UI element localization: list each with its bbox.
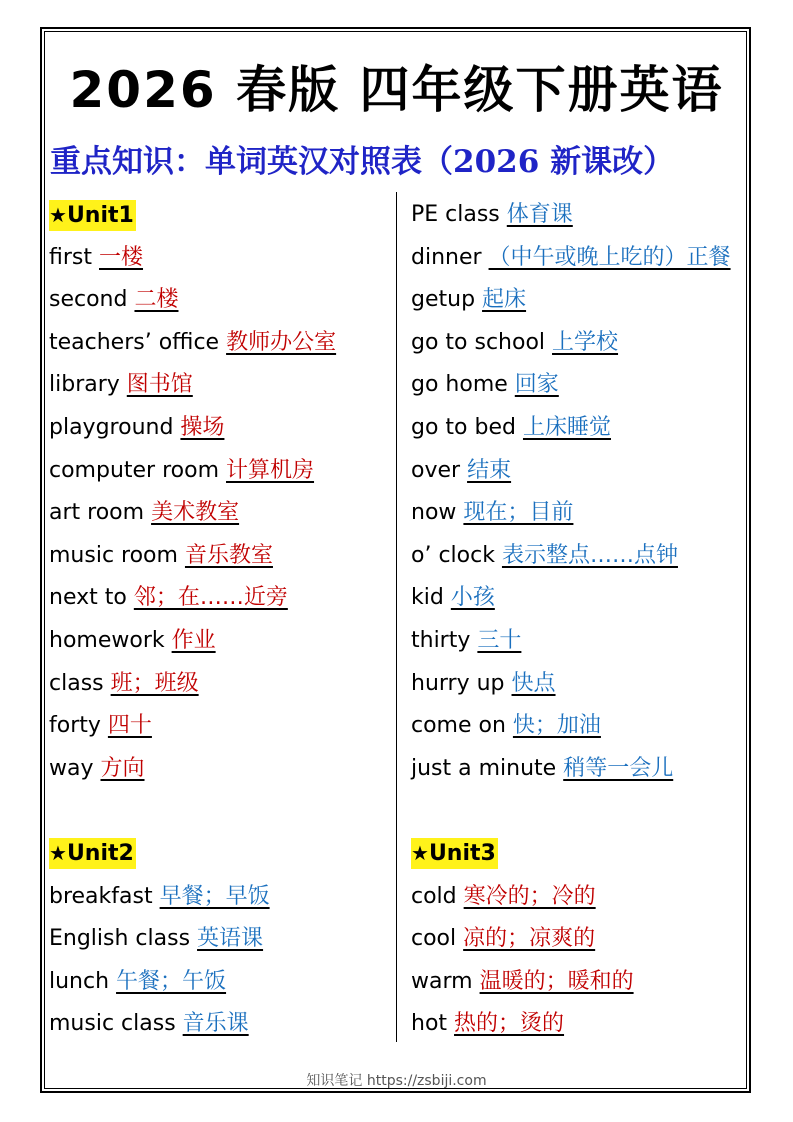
unit-header-row xyxy=(49,194,336,237)
chinese-meaning: 稍等一会儿 xyxy=(563,755,674,781)
word-row xyxy=(411,237,731,280)
word-row xyxy=(411,705,731,748)
english-word: forty xyxy=(49,713,101,739)
chinese-meaning: 起床 xyxy=(482,287,527,313)
english-word: second xyxy=(49,287,128,313)
chinese-meaning: 表示整点……点钟 xyxy=(501,542,678,568)
word-row xyxy=(411,918,731,961)
word-row xyxy=(411,492,731,535)
word-row xyxy=(49,663,336,706)
chinese-meaning: 午餐；午饭 xyxy=(116,968,227,994)
english-word: computer room xyxy=(49,457,220,483)
chinese-meaning: 上床睡觉 xyxy=(522,414,611,440)
english-word: next to xyxy=(49,585,127,611)
word-row xyxy=(49,876,336,919)
word-row xyxy=(49,237,336,280)
unit3-word-list xyxy=(411,876,731,1046)
english-word: music room xyxy=(49,542,178,568)
word-row xyxy=(411,577,731,620)
chinese-meaning: （中午或晚上吃的）正餐 xyxy=(488,244,731,270)
word-row xyxy=(49,1003,336,1046)
word-row xyxy=(49,620,336,663)
english-word: breakfast xyxy=(49,883,153,909)
page-title: 2026 春版 四年级下册英语 xyxy=(69,61,724,119)
spacer xyxy=(411,790,731,833)
english-word: class xyxy=(49,670,104,696)
english-word: go to school xyxy=(411,329,546,355)
english-word: o’ clock xyxy=(411,542,495,568)
chinese-meaning: 回家 xyxy=(514,372,559,398)
word-row xyxy=(411,876,731,919)
word-row xyxy=(411,407,731,450)
english-word: over xyxy=(411,457,461,483)
unit-header-row xyxy=(411,833,731,876)
word-row xyxy=(49,322,336,365)
english-word: kid xyxy=(411,585,444,611)
word-row xyxy=(49,279,336,322)
word-row xyxy=(411,1003,731,1046)
unit-label: Unit2 xyxy=(66,841,134,867)
english-word: library xyxy=(49,372,120,398)
left-column xyxy=(49,194,336,1046)
chinese-meaning: 二楼 xyxy=(134,287,179,313)
unit2-continued-word-list xyxy=(411,194,731,790)
english-word: cool xyxy=(411,926,457,952)
chinese-meaning: 四十 xyxy=(107,713,152,739)
chinese-meaning: 作业 xyxy=(171,627,216,653)
english-word: first xyxy=(49,244,92,270)
chinese-meaning: 凉的；凉爽的 xyxy=(463,926,596,952)
word-row xyxy=(411,748,731,791)
chinese-meaning: 早餐；早饭 xyxy=(159,883,270,909)
english-word: now xyxy=(411,500,457,526)
english-word: hot xyxy=(411,1011,448,1037)
word-row xyxy=(49,407,336,450)
chinese-meaning: 一楼 xyxy=(99,244,144,270)
chinese-meaning: 音乐教室 xyxy=(184,542,273,568)
english-word: come on xyxy=(411,713,506,739)
chinese-meaning: 体育课 xyxy=(506,202,573,227)
star-icon: ★ xyxy=(411,841,429,866)
english-word: playground xyxy=(49,414,174,440)
unit1-word-list xyxy=(49,237,336,791)
chinese-meaning: 计算机房 xyxy=(226,457,315,483)
chinese-meaning: 英语课 xyxy=(197,926,264,952)
word-row xyxy=(411,450,731,493)
english-word: warm xyxy=(411,968,473,994)
word-row xyxy=(411,663,731,706)
english-word: go to bed xyxy=(411,414,516,440)
unit-header-row xyxy=(49,833,336,876)
word-row xyxy=(49,918,336,961)
footer-watermark: 知识笔记 https://zsbiji.com xyxy=(306,1073,487,1089)
english-word: just a minute xyxy=(411,755,557,781)
word-row xyxy=(49,961,336,1004)
english-word: cold xyxy=(411,883,457,909)
word-row xyxy=(411,322,731,365)
chinese-meaning: 音乐课 xyxy=(182,1011,249,1037)
page-subtitle: 重点知识：单词英汉对照表（2026 新课改） xyxy=(50,144,675,180)
right-column xyxy=(411,194,731,1046)
chinese-meaning: 快；加油 xyxy=(512,713,601,739)
chinese-meaning: 寒冷的；冷的 xyxy=(463,883,596,909)
unit-label: Unit3 xyxy=(428,841,496,867)
chinese-meaning: 结束 xyxy=(467,457,512,483)
english-word: music class xyxy=(49,1011,176,1037)
chinese-meaning: 小孩 xyxy=(450,585,495,611)
unit2-word-list xyxy=(49,876,336,1046)
chinese-meaning: 快点 xyxy=(511,670,556,696)
word-row xyxy=(411,279,731,322)
spacer xyxy=(49,790,336,833)
chinese-meaning: 温暖的；暖和的 xyxy=(479,968,634,994)
english-word: thirty xyxy=(411,627,471,653)
english-word: homework xyxy=(49,627,165,653)
word-row xyxy=(49,748,336,791)
word-row xyxy=(49,364,336,407)
word-row xyxy=(411,961,731,1004)
english-word: dinner xyxy=(411,244,482,270)
english-word: PE class xyxy=(411,202,500,227)
word-row xyxy=(411,194,731,237)
english-word: getup xyxy=(411,287,476,313)
english-word: lunch xyxy=(49,968,110,994)
chinese-meaning: 美术教室 xyxy=(151,500,240,526)
english-word: teachers’ office xyxy=(49,329,220,355)
chinese-meaning: 热的；烫的 xyxy=(454,1011,565,1037)
chinese-meaning: 三十 xyxy=(477,627,522,653)
column-divider xyxy=(396,192,397,1042)
chinese-meaning: 上学校 xyxy=(552,329,619,355)
word-row xyxy=(411,535,731,578)
english-word: way xyxy=(49,755,94,781)
chinese-meaning: 图书馆 xyxy=(126,372,193,398)
chinese-meaning: 班；班级 xyxy=(110,670,199,696)
chinese-meaning: 教师办公室 xyxy=(226,329,337,355)
chinese-meaning: 现在；目前 xyxy=(463,500,574,526)
word-row xyxy=(49,577,336,620)
unit-label: Unit1 xyxy=(66,202,134,228)
word-row xyxy=(49,705,336,748)
unit-header xyxy=(411,838,498,869)
english-word: art room xyxy=(49,500,145,526)
chinese-meaning: 邻；在……近旁 xyxy=(133,585,288,611)
chinese-meaning: 操场 xyxy=(180,414,225,440)
star-icon: ★ xyxy=(49,202,67,227)
unit-header xyxy=(49,200,136,231)
unit-header xyxy=(49,838,136,869)
word-row xyxy=(411,620,731,663)
chinese-meaning: 方向 xyxy=(100,755,145,781)
word-row xyxy=(49,492,336,535)
word-row xyxy=(49,450,336,493)
word-row xyxy=(49,535,336,578)
star-icon: ★ xyxy=(49,841,67,866)
english-word: English class xyxy=(49,926,191,952)
english-word: go home xyxy=(411,372,508,398)
word-row xyxy=(411,364,731,407)
english-word: hurry up xyxy=(411,670,505,696)
